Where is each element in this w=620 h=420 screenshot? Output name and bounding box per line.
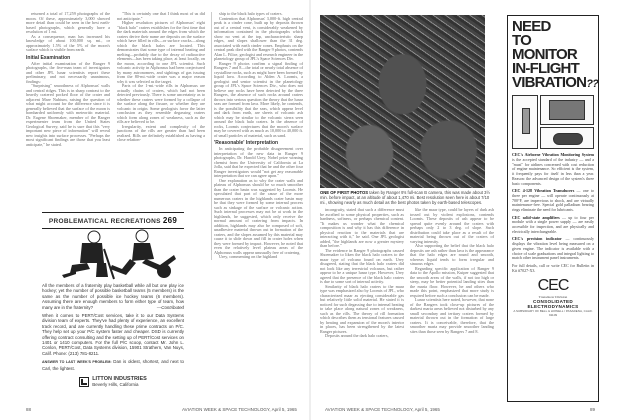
paragraph: As a consequence, man has increased his knowledge of about 100,000 sq. mi., or approximately 1.5% of the 5% of the moon's surface which is visible from earth. [26, 33, 110, 52]
problem-credit: —Contributed [156, 304, 184, 310]
paragraph: Also supporting the belief that the black halo deposits are ash rather than lava is the appearance that the halo edges are round and smooth, whereas liquid tends to form irregular and sinuous edges. [410, 243, 494, 266]
ad-text: — up to four per module with a single power supply — are easily accessible for inspection, and are physically and electrically interchangeable. [512, 214, 595, 234]
paragraph: In anticipating the probable disagreement over interpretation of the new data in Ranger 9 photographs, Dr. Harold Urey, Nobel prize winning chemist from the University of California at La Jolla, said that he expected that he and the other four Ranger investigators would "not get any reasonable interpretation that we can agree upon." [214, 146, 303, 178]
headline-line: NEED [512, 18, 551, 35]
ad-text: — continuously displays the vibration level being measured on a given engine. The indicator is available with a choice of scale graduations and integral lighting to match other instrument panel instruments. [512, 236, 595, 261]
litton-puzzle-ad [42, 212, 184, 387]
left-page-number: 88 [26, 407, 32, 412]
puzzle-number: 269 [162, 216, 178, 225]
caption-lead: ONE OF FIRST PHOTOS [320, 190, 369, 195]
paragraph: After initial examination of the Ranger 9 photographs, the five-man team of investigators and other JPL lunar scientists report these preliminary, and not necessarily unanimous, findings: [26, 60, 110, 84]
right-column-2 [410, 208, 494, 334]
left-column-3 [211, 12, 303, 260]
product-photos [512, 95, 594, 149]
transducer-image [512, 95, 538, 149]
cec-vibration-ad [507, 15, 599, 402]
cec-division: Transducer Division [538, 295, 568, 300]
litton-logo [42, 376, 184, 387]
cec-subsidiary: A SUBSIDIARY OF BELL & HOWELL / PASADENA, CALIF. 91109 [513, 309, 593, 318]
paragraph: Lunar scientists here noted, however, that none of the Rangers took close-up pictures of the darkest maria areas believed not disturbed by any small secondary and tertiary craters formed by material thrown out in the formation of large craters. It is conceivable, therefore, that the smoother maria may provide smoother landing sites than those seen by Rangers 7 and 8. [410, 297, 494, 334]
left-column-1 [26, 12, 110, 147]
puzzle-body: When it comes to PERT/Cost services, take it to our Data Systems division team of experts. They've had plenty of experience, an excellent track record, and are currently handling these prime contracts on P/C. They help set up your P/C system faster and cheaper. DSD is currently offering contract consulting and the setting up of PERT/Cost services on 1401 or 1410 computers. For the full P/C scoop, contact Mr. John L. Conlon, PERT/Cost, Data Systems division, 15901 Strathern, Van Nuys, Calif. Phone: (213) 781-8211. [42, 313, 184, 356]
problem-text: All the members of a fraternity play basketball while all but one play ice hockey; yet the number of possible basketball teams (5 members) is the same as the number of possible ice hockey teams (6 members). Assuming there are enough members to form either type of team, how many are in the fraternity? [42, 283, 184, 310]
paragraph: incongruity, stated that such a difference must be ascribed to some physical properties, such as hardness, softness, or perhaps chemical content. "It makes us wonder what the chemical composition is and why it has this difference in physical reaction to the materials that are interacting with it," he said. One JPL geologist added, "the highlands are now a greater mystery than before." [320, 207, 404, 248]
puzzle-title-text: PROBLEMATICAL RECREATIONS [48, 218, 161, 225]
ranger-9-moon-photo [320, 15, 485, 188]
ad-lead: CEC's Airborne Vibration Monitoring System [512, 152, 594, 157]
amplifier-image [540, 127, 594, 149]
cec-company: CONSOLIDATED ELECTRODYNAMICS [527, 299, 579, 310]
headline-line: TO MONITOR [512, 32, 577, 63]
left-footer: AVIATION WEEK & SPACE TECHNOLOGY, April 5, 1965 [182, 407, 297, 412]
right-page-number: 89 [590, 407, 596, 412]
right-footer: AVIATION WEEK & SPACE TECHNOLOGY, April 5, 1965 [325, 407, 440, 412]
puzzle-answer [42, 359, 184, 371]
ad-headline [512, 18, 599, 91]
section-heading: Initial Examination [26, 54, 71, 61]
paragraph: returned a total of 17,259 photographs of the moon. Of these, approximately 3,000 showed more detail than could be seen in the best earth-based photographs, which generally have a resolution of 1 mi. [26, 11, 110, 34]
section-heading: 'Reasonable' Interpretation [214, 140, 279, 146]
ad-text: For full details, call or write CEC for Bulletin in Kit #7027-X3. [512, 262, 594, 273]
headline-line: VIBRATION [512, 74, 587, 91]
paragraph: like the maar type, could be layers of dark ash tossed out by violent explosions, contends Loomis. These deposits of ash appear to be spread quite evenly around the craters with perhaps only 2 to 3 deg. of slope. Such distribution could take place as a result of the material being thrown out of the craters of varying intensity. [410, 207, 494, 244]
paragraph: Similarity of black halo craters to the maar type was emphasized also by Loomis of JPL, who characterized maar as ejecting considerable gas but relatively little solid material. He stated it is noticed for such degassing due to internal heating to take place along natural zones of weakness, such as the rills. The theory of rill formation which describes them as tensional features caused by heating and expansion of the moon's interior in places, has been strengthened by the latest Ranger pictures. [320, 283, 404, 334]
paragraph: Parts of the 1-mi.-wide rills in Alphonsus are actually chains of craters, which had not been detected previously. There is some uncertainty as to whether these craters were formed by a collapse of the surface along the fissure, or whether they are volcanic in origin. Some geologists favor the latter conclusion as they resemble degassing craters which form along zones of weakness, such as the rills are believed to be. [117, 83, 205, 124]
paragraph: Urey, commenting on the highland [219, 254, 278, 259]
ad-lead: CEC 4-128 Vibration Transducers [512, 188, 575, 194]
ad-text: — one to three per engine — will operate continuously at 700°F, are impervious to shock, and are virtually maintenance-free. Special gold palladium bearing rings eliminate the need for lubricants. [512, 188, 594, 213]
paragraph: Deposits around the dark halo craters, [325, 333, 389, 338]
ad-paragraph [512, 153, 594, 187]
cec-logo: CEC [537, 277, 569, 295]
photo-caption [320, 190, 490, 205]
right-column-1 [320, 208, 404, 339]
indicator-image [540, 95, 594, 125]
ad-paragraph [512, 264, 594, 274]
ad-paragraph [512, 237, 594, 261]
paragraph: One explanation as to why the crater walls and plateau of Alphonsus should be so much smoother than the crater basin was suggested by Loomis. He speculated that part of the cause of the more numerous craters in the highlands crater basin may be that they were formed by some internal process such as sinkage of the surface or volcanic action. Such internal processes may not be at work in the highlands, he suggested, which only receive the normal amount of cratering from impacts. In addition, highlands may also be composed of soft, unadhesive material thrown out in formation of the craters, and the slopes assumed by this material may cause it to slide down and fill in crater holes when they were formed by impact. However, he noted that even the relatively level plateau areas of the Alphonsus walls appear unusually free of cratering. [214, 177, 303, 255]
paragraph: "Surprising" smoothness of Alphonsus' walls and central ridges. This is in sharp contrast to the heavily cratered pocked floor of the crater and adjacent Mare Nubium, raising the question of what might account for the difference since it is generally believed that the surface of the moon is bombarded uniformly with meteoritic material. Dr. Eugene Shoemaker, member of the Ranger experimenter team from the United States Geological Survey, said he is sure that this "very important new piece of information" will reveal new insights into surface processes. "Perhaps the most significant findings are those that you least anticipate," he stated. [26, 83, 110, 147]
puzzle-problem [42, 283, 184, 310]
ad-text: is the accepted standard of the industry — and a "must" for airlines concerned with cost reduction of engine maintenance. So efficient is the system, it frequently pays for itself in less than a year. Reason: the advanced design of the system's three basic components. [512, 156, 594, 186]
puzzle-title [42, 212, 184, 229]
paragraph: ship to the black halo types of craters. [219, 11, 283, 16]
basketball-hockey-cartoon [42, 229, 184, 281]
paragraph: The evidence in Ranger 9 photographs caused Shoemaker to liken the black halo craters to the maar type of volcano found on earth. Urey disagreed, stating that the black halo craters did not look like any terrestrial volcanos, but rather appear to be a unique lunar type. However, Urey agreed that the presence of the black halo craters is due to some sort of internal activity. [320, 247, 404, 284]
paragraph: Ranger 9 photos confirm a signal finding of Rangers 7 and 8—the total or nearly total absence of crystalline rocks, such as might have been formed by liquid lava. According to Alden A. Loomis, a geologist and senior scientist in the planetology group of JPL's Space Sciences Div., who does not believe any rocks have been detected by the three Rangers, the absence of such rocks around craters throws into serious question the theory that the lunar seas are formed from lava. More likely, he contends, is the possibility that the seas, which appear level and dark from earth, are sheets of volcanic ash which may be similar to the volcanic sierra seen around the black halo craters. In the absence of rocks, Loomis conjectures that the moon's surface may be covered with as much as 10,000 to 40,000 ft. of small particles of material, such as sand. [214, 60, 303, 138]
question-marks: ?? [586, 78, 599, 90]
ad-body [512, 153, 594, 273]
paragraph: "This is certainly one that I think most of us did not anticipate." [117, 11, 205, 21]
litton-location: Beverly Hills, California [92, 382, 139, 388]
litton-emblem-icon [79, 377, 89, 387]
paragraph: Higher resolution pictures of Alphonsus' eight "black halo" craters establishes for the first time that the dark materials around the edges from which the craters derive their name are deposits on the surface which have filled in rills—or surface cracks—along which the black halos are located. This demonstrates that some type of internal heating and melting—probably due to the decay of radioactive elements—has been taking place, at least locally, on the moon, according to one JPL scientist. Such volcanic activity in Alphonsus had been conjectured by many astronomers, and sightings of gas issuing from the 80-mi.-wide crater was a major reason why it was selected as the target. [117, 20, 205, 84]
paragraph: Irregularity, extent and complexity of the junctions of the rills are greater than had been realized. Rills are definitely established as having a close relation- [117, 123, 205, 142]
ad-paragraph [512, 216, 594, 235]
ad-paragraph [512, 189, 594, 213]
ad-lead: CEC solid-state amplifiers [512, 214, 560, 220]
paragraph: Contention that Alphonsus' 3,000-ft. high central peak is a cinder cone, built up by deposits thrown out of a central vent, is considerably weakened by information contained in the photographs which show no vent at the top, uncharacteristic sharp edges, and slopes shallower than the 31 deg. associated with earth cinder cones. Emphasis on the central peak died with the Ranger 9 photos, contends Alan L. Filice, geologist and research engineer in the planetology group of JPL's Space Sciences Div. [214, 15, 303, 61]
paragraph: Regarding specific application of Ranger 9 data to the Apollo mission, Kuiper suggested that the smooth areas of the walls, if not too high or steep, may be better potential landing sites than the maria floor. However, he and others who made this point, emphasized that more study is required before such a conclusion can be made. [410, 265, 494, 298]
answer-label: ANSWER TO LAST WEEK'S PROBLEM: [42, 360, 112, 365]
ad-lead: CEC's precision indicator [512, 236, 562, 242]
headline-line: IN-FLIGHT [512, 60, 579, 77]
answer-text: Dan is oldest, shortest, and next to Carl, the lightest. [42, 359, 184, 371]
left-column-2 [117, 12, 205, 143]
litton-company: LITTON INDUSTRIES [92, 376, 147, 383]
page-gutter [309, 0, 311, 420]
caption-text: taken by Ranger 9's full-scan B camera, this was made about 3½ min. before impact, at an altitude of about 1,470 mi. Best resolution seen here is about 7/10 mi., showing nearly as much detail as the best photos taken by earth-based telescopes. [320, 190, 490, 205]
